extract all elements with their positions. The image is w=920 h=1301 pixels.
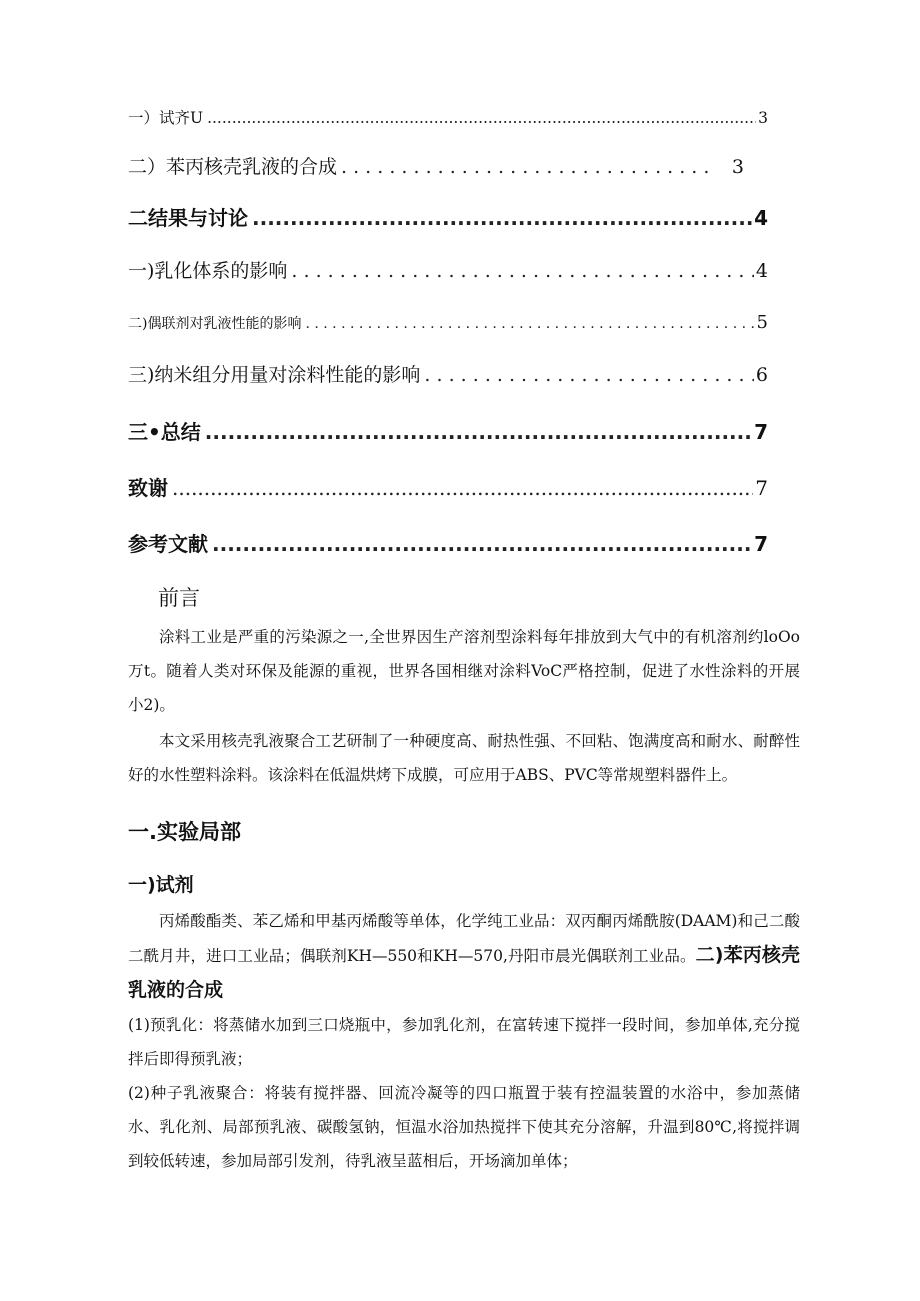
toc-dot-leader (305, 316, 754, 332)
toc-entry[interactable] (128, 528, 768, 557)
section-body (128, 904, 800, 1178)
reagents-text: 丙烯酸酯类、苯乙烯和甲基丙烯酸等单体，化学纯工业品：双丙酮丙烯酰胺(DAAM)和己二酸二酰月井，进口工业品；偶联剂KH—550和KH—570,丹阳市晨光偶联剂工业品。 (128, 912, 800, 965)
toc-page-number: 3 (758, 109, 768, 127)
preface-paragraph: 本文采用核壳乳液聚合工艺研制了一种硬度高、耐热性强、不回粘、饱满度高和耐水、耐醉性好的水性塑料涂料。该涂料在低温烘烤下成膜，可应用于ABS、PVC等常规塑料器件上。 (128, 732, 800, 784)
toc-page-number: 7 (755, 476, 768, 500)
toc-page-number: 5 (756, 312, 768, 333)
procedure-step: (2)种子乳液聚合：将装有搅拌器、回流冷凝等的四口瓶置于装有控温装置的水浴中，参加蒸储水、乳化剂、局部预乳液、碳酸氢钠，恒温水浴加热搅拌下使其充分溶解，升温到80℃,将搅拌调到较低转速，参加局部引发剂，待乳液呈蓝相后，开场滴加单体； (128, 1084, 800, 1170)
subsection-heading: 一)试剂 (128, 874, 194, 896)
procedure-step: (1)预乳化：将蒸储水加到三口烧瓶中，参加乳化剂，在富转速下搅拌一段时间，参加单体,充分搅拌后即得预乳液； (128, 1016, 800, 1068)
subsection-heading-inline: 二)苯丙核壳乳液的合成 (128, 944, 801, 1001)
toc-dot-leader (212, 532, 752, 556)
toc-entry[interactable] (128, 312, 768, 333)
toc-dot-leader (252, 206, 752, 230)
toc-entry-label: 二)偶联剂对乳液性能的影响 (128, 316, 302, 332)
toc-page-number: 7 (754, 420, 768, 444)
toc-entry-label: 三)纳米组分用量对涂料性能的影响 (128, 364, 421, 386)
toc-page-number: 3 (731, 156, 744, 178)
preface-paragraph: 涂料工业是严重的污染源之一,全世界因生产溶剂型涂料每年排放到大气中的有机溶剂约loOo万t。随着人类对环保及能源的重视，世界各国相继对涂料VoC严格控制，促进了水性涂料的开展小2)。 (128, 628, 800, 714)
toc-entry[interactable] (128, 106, 768, 128)
toc-entry-label: 三•总结 (128, 420, 201, 444)
toc-page-number: 4 (754, 206, 768, 230)
toc-entry[interactable] (128, 416, 768, 445)
toc-entry[interactable] (128, 152, 768, 179)
toc-entry[interactable] (128, 360, 768, 387)
toc-page-number: 6 (755, 364, 768, 386)
toc-entry-label: 参考文献 (128, 532, 208, 556)
toc-page-number: 4 (755, 260, 768, 282)
toc-dot-leader (291, 260, 753, 282)
toc-entry-label: 一）试齐U (128, 109, 204, 127)
toc-dot-leader (341, 156, 712, 178)
toc-entry-label: 二）苯丙核壳乳液的合成 (128, 156, 338, 178)
preface-body (128, 620, 800, 792)
body-paragraph (128, 904, 800, 1008)
toc-dot-leader (207, 109, 756, 127)
toc-entry[interactable] (128, 202, 768, 231)
toc-entry-label: 致谢 (128, 476, 168, 500)
toc-entry[interactable] (128, 472, 768, 501)
toc-dot-leader (172, 476, 753, 500)
toc-page-number: 7 (754, 532, 768, 556)
toc-entry-label: 一)乳化体系的影响 (128, 260, 288, 282)
toc-entry-label: 二结果与讨论 (128, 206, 248, 230)
section-heading: 一.实验局部 (128, 820, 241, 844)
toc-dot-leader (424, 364, 753, 386)
toc-entry[interactable] (128, 256, 768, 283)
preface-title: 前言 (158, 586, 200, 610)
toc-dot-leader (205, 420, 752, 444)
